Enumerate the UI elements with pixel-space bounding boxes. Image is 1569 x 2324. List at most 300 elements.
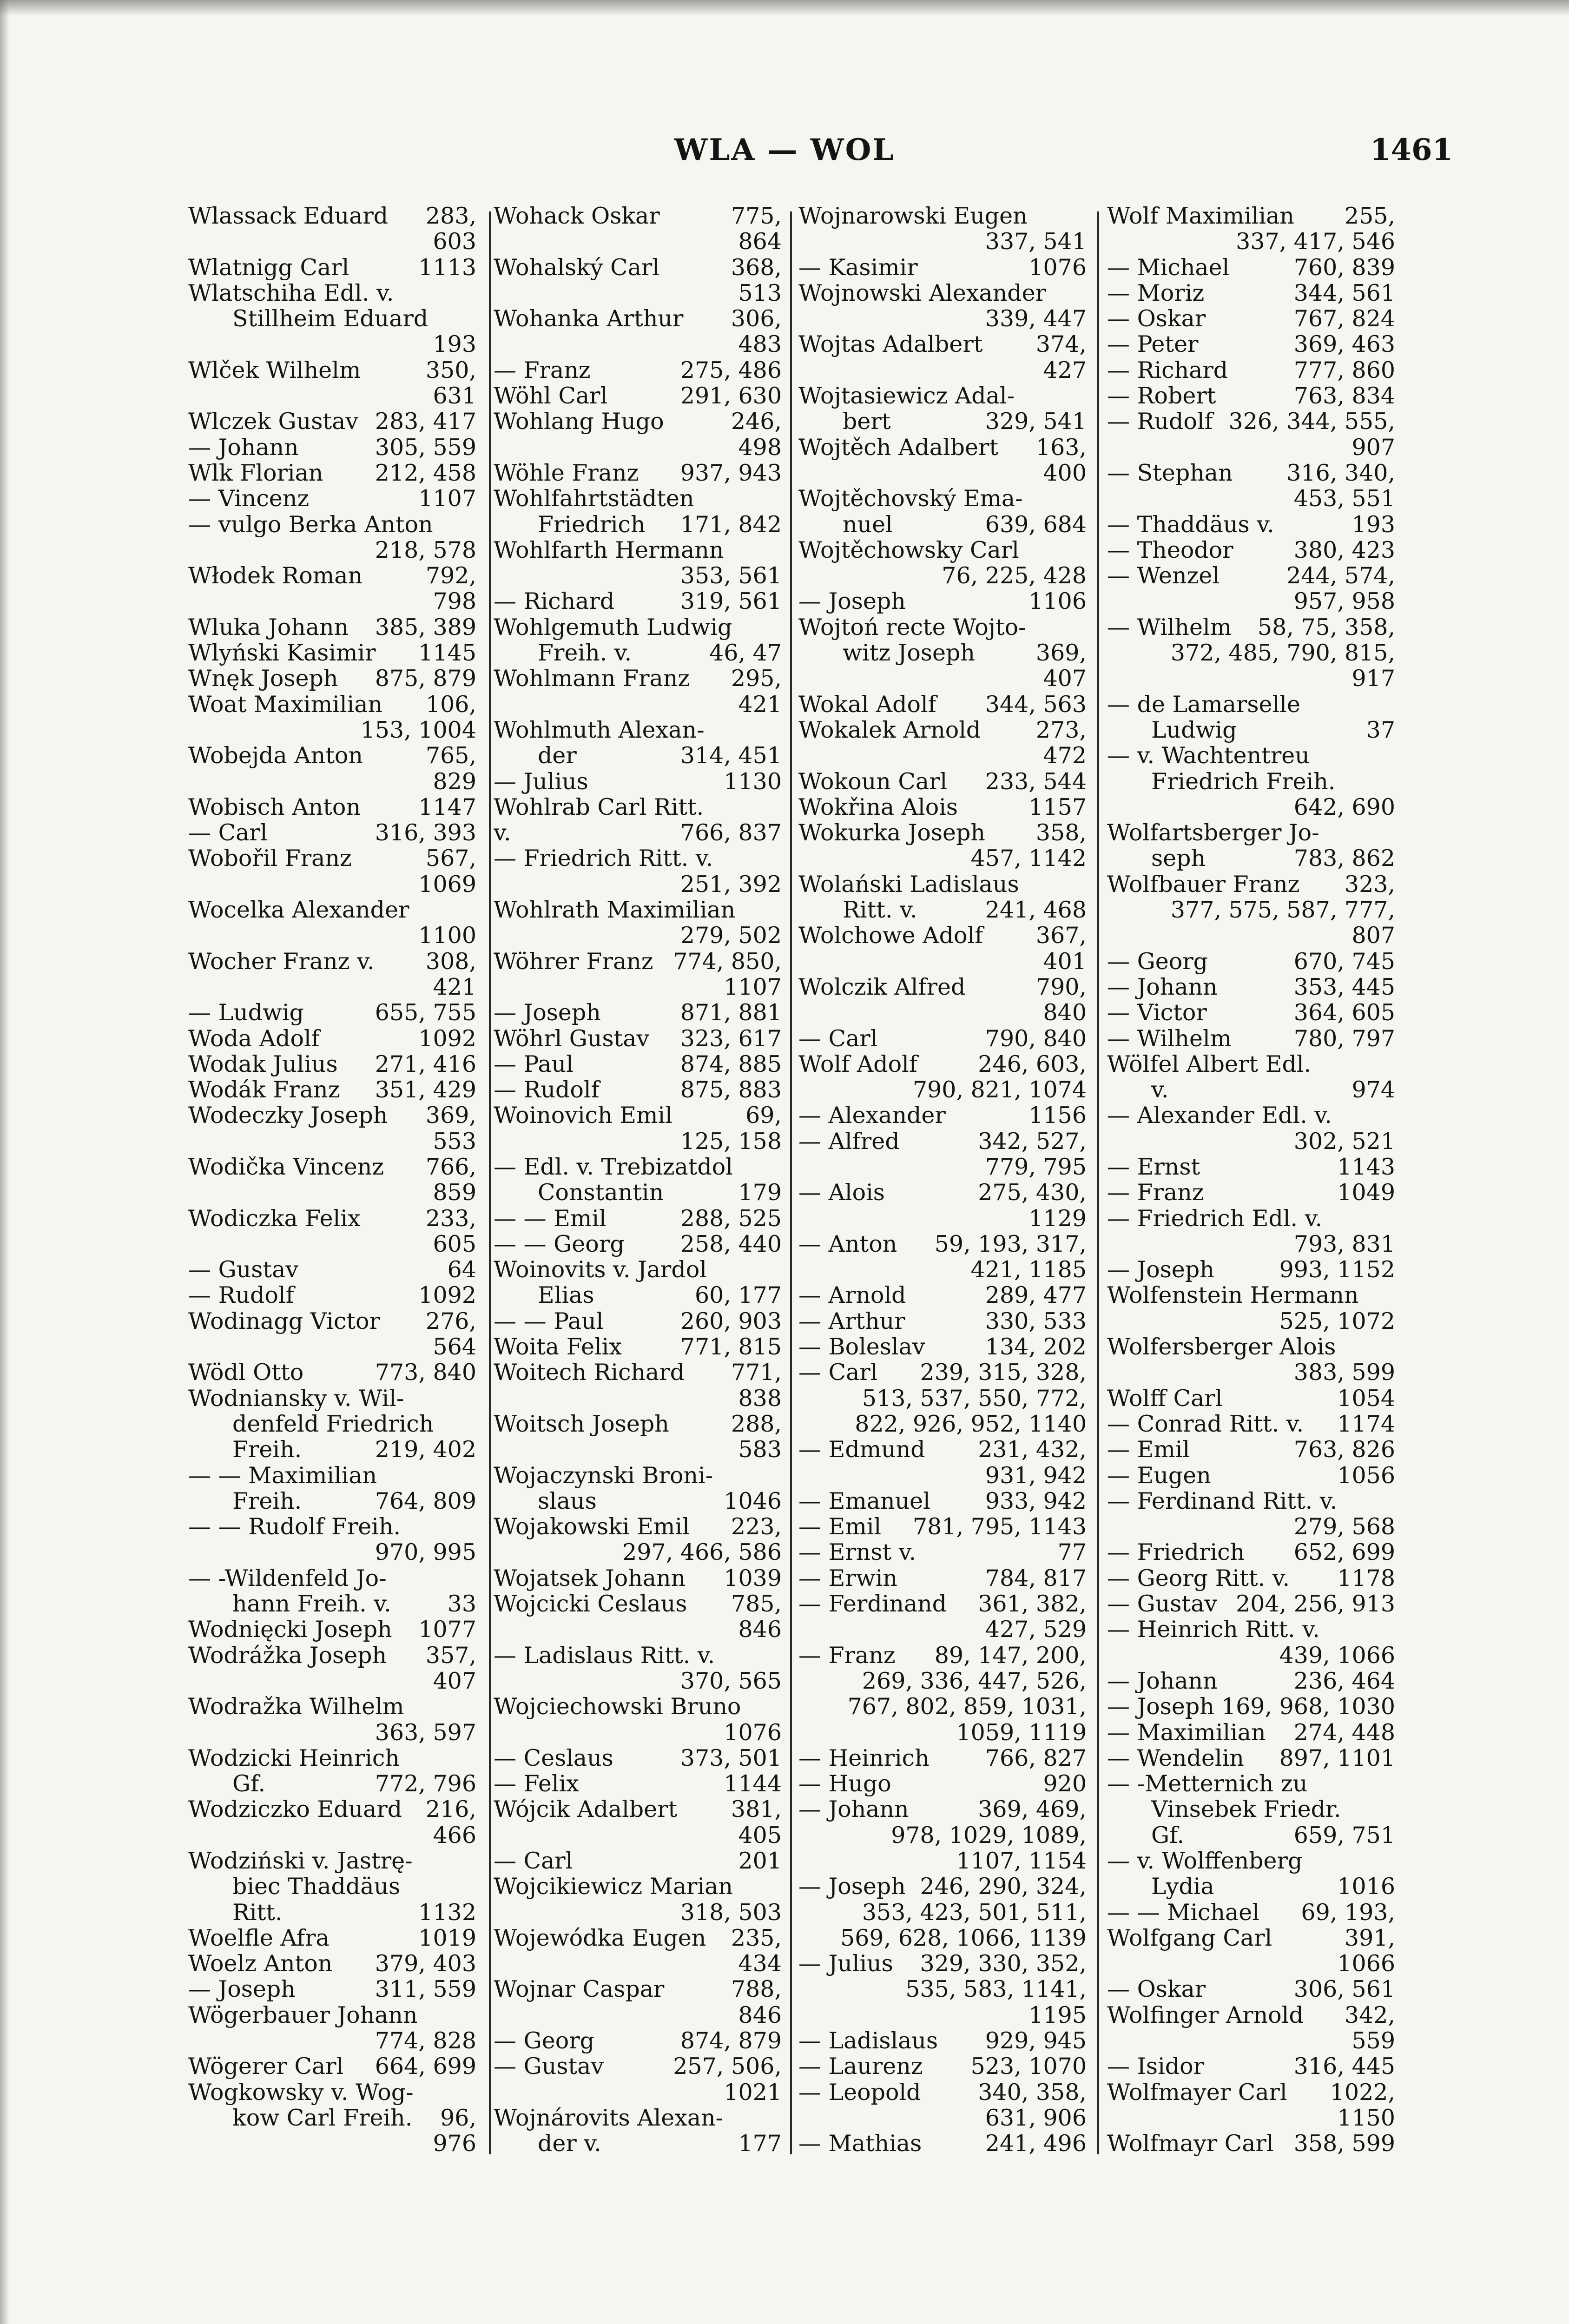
- entry-name: Wokřina Alois: [798, 794, 958, 820]
- page-refs: 372, 485, 790, 815,: [1170, 640, 1395, 666]
- entry-name: Woelfle Afra: [188, 1925, 330, 1951]
- entry-name: — Johann: [798, 1796, 909, 1822]
- entry-name: — -Metternich zu: [1107, 1771, 1308, 1797]
- entry-name: — Georg: [494, 2028, 595, 2054]
- entry-name: Wohlrab Carl Ritt.: [494, 794, 704, 820]
- index-line: [188, 203, 476, 229]
- entry-name: — Friedrich: [1107, 1539, 1245, 1565]
- page-refs: 179: [738, 1180, 782, 1206]
- entry-name: Wodziński v. Jastrę-: [188, 1848, 413, 1874]
- entry-name: — — Paul: [494, 1308, 604, 1334]
- entry-name: — Friedrich Edl. v.: [1107, 1205, 1323, 1231]
- page-refs: 642, 690: [1293, 794, 1395, 820]
- entry-name: Wöhrer Franz: [494, 948, 653, 974]
- entry-name: biec Thaddäus: [232, 1874, 401, 1900]
- index-line: [1107, 486, 1395, 511]
- index-line: [798, 872, 1087, 897]
- entry-name: Wlk Florian: [188, 460, 323, 486]
- index-line: [1107, 1180, 1395, 1205]
- page-refs: 1039: [724, 1565, 782, 1591]
- index-line: [1107, 1000, 1395, 1025]
- page-refs: 316, 445: [1293, 2053, 1395, 2080]
- index-column-3: [798, 203, 1087, 2157]
- index-line: [798, 666, 1087, 691]
- page-refs: 840: [1043, 1000, 1087, 1026]
- index-line: [188, 692, 476, 717]
- entry-name: — Emil: [1107, 1437, 1190, 1463]
- page-refs: 204, 256, 913: [1236, 1591, 1395, 1617]
- entry-name: seph: [1151, 845, 1206, 872]
- entry-name: — Joseph: [1107, 1257, 1214, 1283]
- entry-name: — vulgo Berka Anton: [188, 511, 433, 537]
- index-line: [1107, 1822, 1395, 1848]
- index-line: [494, 588, 782, 614]
- index-line: [798, 460, 1087, 486]
- page-refs: 772, 796: [375, 1771, 476, 1797]
- entry-name: Wodrážka Joseph: [188, 1642, 387, 1668]
- page-refs: 1019: [418, 1925, 476, 1951]
- index-line: [1107, 255, 1395, 280]
- page-refs: 1129: [1028, 1205, 1087, 1231]
- entry-name: Wohalský Carl: [494, 254, 659, 280]
- index-line: [188, 974, 476, 1000]
- index-line: [1107, 1360, 1395, 1385]
- entry-name: v.: [1151, 1077, 1169, 1103]
- page-refs: 917: [1351, 666, 1395, 692]
- entry-name: Wlyński Kasimir: [188, 640, 376, 666]
- page-refs: 559: [1351, 2028, 1395, 2054]
- entry-name: — Thaddäus v.: [1107, 511, 1274, 537]
- index-line: [798, 1771, 1087, 1796]
- index-line: [798, 1925, 1087, 1951]
- index-line: [494, 1874, 782, 1899]
- entry-name: Wodak Julius: [188, 1051, 338, 1077]
- index-line: [494, 1206, 782, 1231]
- entry-name: — Wenzel: [1107, 563, 1220, 589]
- entry-name: Wojnowski Alexander: [798, 280, 1047, 306]
- page-refs: 233, 544: [985, 768, 1087, 794]
- entry-name: Wöhrl Gustav: [494, 1025, 650, 1051]
- page-refs: 783, 862: [1293, 845, 1395, 872]
- page-refs: 391,: [1344, 1925, 1395, 1951]
- page-refs: 361, 382,: [978, 1591, 1087, 1617]
- index-line: [1107, 1848, 1395, 1874]
- page-refs: 401: [1043, 948, 1087, 974]
- page-refs: 246, 603,: [978, 1051, 1087, 1077]
- page-refs: 357,: [425, 1642, 476, 1668]
- page-refs: 1130: [724, 768, 782, 794]
- page-refs: 308,: [425, 948, 476, 974]
- page-refs: 790,: [1035, 974, 1087, 1000]
- page-header: [0, 125, 1569, 176]
- index-line: [798, 383, 1087, 409]
- entry-name: — v. Wolffenberg: [1107, 1848, 1303, 1874]
- page-refs: 363, 597: [375, 1719, 476, 1745]
- entry-name: Gf.: [1151, 1822, 1185, 1848]
- entry-name: Wlatnigg Carl: [188, 254, 349, 280]
- index-line: [188, 820, 476, 845]
- index-line: [494, 1308, 782, 1334]
- page-refs: 134, 202: [985, 1334, 1087, 1360]
- entry-name: — Richard: [494, 588, 615, 614]
- page-refs: 288,: [731, 1411, 782, 1437]
- entry-name: kow Carl Freih.: [232, 2105, 413, 2131]
- index-line: [1107, 1951, 1395, 1976]
- index-line: [1107, 537, 1395, 563]
- page-refs: 379, 403: [375, 1951, 476, 1977]
- page-refs: 1144: [724, 1771, 782, 1797]
- index-line: [188, 2131, 476, 2156]
- index-line: [1107, 1282, 1395, 1308]
- page-refs: 603: [433, 229, 476, 255]
- page-refs: 377, 575, 587, 777,: [1170, 897, 1395, 923]
- page-refs: 779, 795: [985, 1154, 1087, 1180]
- page-refs: 790, 840: [985, 1025, 1087, 1051]
- page-refs: 670, 745: [1293, 948, 1395, 974]
- index-line: [188, 743, 476, 768]
- page-refs: 871, 881: [680, 1000, 782, 1026]
- entry-name: Wohlang Hugo: [494, 409, 664, 435]
- index-line: [798, 1617, 1087, 1642]
- entry-name: Wlczek Gustav: [188, 409, 358, 435]
- page-refs: 1076: [724, 1719, 782, 1745]
- index-line: [188, 1617, 476, 1642]
- entry-name: — Erwin: [798, 1565, 897, 1591]
- index-line: [188, 1565, 476, 1591]
- entry-name: — Stephan: [1107, 460, 1233, 486]
- page-refs: 369, 463: [1293, 331, 1395, 357]
- index-line: [188, 1463, 476, 1488]
- scan-edge-top: [0, 0, 1569, 16]
- index-line: [798, 280, 1087, 306]
- index-line: [188, 229, 476, 254]
- index-line: [1107, 1643, 1395, 1668]
- page-refs: 1157: [1028, 794, 1087, 820]
- entry-name: Stillheim Eduard: [232, 306, 429, 332]
- index-line: [1107, 1077, 1395, 1103]
- index-line: [1107, 331, 1395, 357]
- index-line: [798, 923, 1087, 948]
- entry-name: — Victor: [1107, 1000, 1207, 1026]
- entry-name: — Joseph: [494, 1000, 601, 1026]
- index-line: [798, 692, 1087, 717]
- page-refs: 439, 1066: [1279, 1642, 1395, 1668]
- page-refs: 907: [1351, 434, 1395, 460]
- entry-name: — Alfred: [798, 1128, 900, 1154]
- index-line: [494, 1334, 782, 1360]
- index-line: [1107, 1386, 1395, 1411]
- index-line: [188, 949, 476, 974]
- entry-name: Wocelka Alexander: [188, 897, 409, 923]
- page-refs: 37: [1366, 717, 1395, 743]
- page-refs: 639, 684: [985, 511, 1087, 537]
- page-refs: 353, 423, 501, 511,: [862, 1899, 1087, 1925]
- index-line: [188, 1694, 476, 1719]
- index-line: [1107, 460, 1395, 486]
- entry-name: — Felix: [494, 1771, 579, 1797]
- entry-name: — Ladislaus: [798, 2028, 938, 2054]
- entry-name: Wojcikiewicz Marian: [494, 1874, 733, 1900]
- entry-name: Woita Felix: [494, 1334, 622, 1360]
- page-refs: 400: [1043, 460, 1087, 486]
- page-refs: 260, 903: [680, 1308, 782, 1334]
- index-line: [188, 2002, 476, 2028]
- index-line: [798, 1822, 1087, 1848]
- entry-name: Lydia: [1151, 1874, 1214, 1900]
- index-line: [494, 743, 782, 768]
- index-line: [188, 1103, 476, 1128]
- index-line: [798, 2105, 1087, 2131]
- page-refs: 874, 879: [680, 2028, 782, 2054]
- index-line: [494, 1745, 782, 1771]
- page-refs: 1100: [418, 923, 476, 949]
- index-column-1: [188, 203, 476, 2157]
- index-line: [188, 1976, 476, 2002]
- index-line: [494, 897, 782, 923]
- index-line: [1107, 357, 1395, 383]
- entry-name: — Vincenz: [188, 486, 310, 512]
- index-line: [798, 357, 1087, 383]
- page-refs: 798: [433, 588, 476, 614]
- index-line: [494, 306, 782, 331]
- entry-name: Wöhl Carl: [494, 383, 608, 409]
- index-line: [188, 1643, 476, 1668]
- entry-name: Wögerbauer Johann: [188, 2002, 418, 2028]
- page-refs: 513: [738, 280, 782, 306]
- page-refs: 60, 177: [694, 1282, 782, 1308]
- page-refs: 775,: [731, 203, 782, 229]
- page-refs: 291, 630: [680, 383, 782, 409]
- entry-name: — Oskar: [1107, 306, 1206, 332]
- page-refs: 163,: [1035, 434, 1087, 460]
- page-refs: 777, 860: [1293, 357, 1395, 383]
- column-divider: [790, 211, 792, 2154]
- index-line: [798, 588, 1087, 614]
- index-line: [1107, 2105, 1395, 2131]
- index-line: [1107, 974, 1395, 1000]
- index-line: [1107, 1334, 1395, 1360]
- page-refs: 1077: [418, 1617, 476, 1643]
- entry-name: Wolff Carl: [1107, 1385, 1223, 1411]
- page-refs: 472: [1043, 743, 1087, 769]
- page-refs: 780, 797: [1293, 1025, 1395, 1051]
- entry-name: Woelz Anton: [188, 1951, 333, 1977]
- entry-name: — v. Wachtentreu: [1107, 743, 1310, 769]
- entry-name: — Joseph: [188, 1976, 296, 2002]
- page-refs: 77: [1057, 1539, 1087, 1565]
- page-refs: 659, 751: [1293, 1822, 1395, 1848]
- page-refs: 351, 429: [375, 1077, 476, 1103]
- index-line: [188, 845, 476, 871]
- page-refs: 1059, 1119: [956, 1719, 1087, 1745]
- entry-name: — Julius: [798, 1951, 893, 1977]
- page-refs: 353, 561: [680, 563, 782, 589]
- index-line: [798, 1720, 1087, 1745]
- entry-name: Wlatschiha Edl. v.: [188, 280, 394, 306]
- index-line: [494, 666, 782, 691]
- entry-name: — Kasimir: [798, 254, 918, 280]
- entry-name: Wöhle Franz: [494, 460, 639, 486]
- page-refs: 407: [1043, 666, 1087, 692]
- page-refs: 276,: [425, 1308, 476, 1334]
- page-refs: 655, 755: [375, 1000, 476, 1026]
- entry-name: Wokal Adolf: [798, 691, 936, 717]
- entry-name: — Mathias: [798, 2131, 922, 2157]
- index-line: [494, 692, 782, 717]
- page-refs: 569, 628, 1066, 1139: [840, 1925, 1087, 1951]
- index-line: [494, 1796, 782, 1822]
- index-line: [1107, 280, 1395, 306]
- index-line: [1107, 640, 1395, 666]
- page-refs: 427: [1043, 357, 1087, 383]
- page-refs: 269, 336, 447, 526,: [862, 1668, 1087, 1694]
- index-line: [1107, 1103, 1395, 1128]
- index-line: [188, 1026, 476, 1051]
- entry-name: — Gustav: [1107, 1591, 1218, 1617]
- page-refs: 822, 926, 952, 1140: [855, 1411, 1087, 1437]
- entry-name: Wlček Wilhelm: [188, 357, 361, 383]
- index-line: [494, 794, 782, 820]
- entry-name: Wolfartsberger Jo-: [1107, 820, 1319, 846]
- entry-name: — Heinrich: [798, 1745, 930, 1771]
- index-line: [798, 717, 1087, 743]
- page-refs: 790, 821, 1074: [912, 1077, 1087, 1103]
- index-line: [494, 1077, 782, 1103]
- entry-name: — Edmund: [798, 1437, 925, 1463]
- page-refs: 236, 464: [1293, 1668, 1395, 1694]
- index-line: [798, 1514, 1087, 1539]
- page-refs: 244, 574,: [1286, 563, 1395, 589]
- scan-edge-left: [0, 0, 9, 2324]
- page-refs: 273,: [1035, 717, 1087, 743]
- page-refs: 1107: [418, 486, 476, 512]
- entry-name: Wodzicki Heinrich: [188, 1745, 400, 1771]
- page-refs: 314, 451: [680, 743, 782, 769]
- index-line: [798, 2053, 1087, 2079]
- page-refs: 193: [433, 331, 476, 357]
- entry-name: Wölfel Albert Edl.: [1107, 1051, 1312, 1077]
- entry-name: — Paul: [494, 1051, 574, 1077]
- page-refs: 931, 942: [985, 1462, 1087, 1488]
- index-line: [798, 435, 1087, 460]
- entry-name: — Ernst: [1107, 1154, 1200, 1180]
- index-line: [798, 974, 1087, 1000]
- page-refs: 1046: [724, 1488, 782, 1514]
- index-line: [188, 1900, 476, 1925]
- index-line: [188, 1282, 476, 1308]
- page-refs: 295,: [731, 666, 782, 692]
- index-line: [188, 383, 476, 409]
- entry-name: Woitech Richard: [494, 1360, 685, 1386]
- entry-name: Wolfinger Arnold: [1107, 2002, 1304, 2028]
- index-line: [494, 1026, 782, 1051]
- page-refs: 369,: [425, 1103, 476, 1129]
- index-line: [494, 383, 782, 409]
- index-line: [188, 1308, 476, 1334]
- index-line: [188, 666, 476, 691]
- page-refs: 329, 330, 352,: [920, 1951, 1087, 1977]
- index-line: [798, 2080, 1087, 2105]
- entry-name: Woat Maximilian: [188, 691, 382, 717]
- index-line: [798, 512, 1087, 537]
- index-line: [798, 1206, 1087, 1231]
- page-refs: 233,: [425, 1205, 476, 1231]
- entry-name: Wohlmuth Alexan-: [494, 717, 705, 743]
- index-line: [188, 872, 476, 897]
- entry-name: Wodnięcki Joseph: [188, 1617, 392, 1643]
- entry-name: Wolfgang Carl: [1107, 1925, 1272, 1951]
- index-line: [1107, 383, 1395, 409]
- index-line: [798, 1386, 1087, 1411]
- entry-name: — Carl: [798, 1360, 878, 1386]
- page-refs: 864: [738, 229, 782, 255]
- page-refs: 311, 559: [375, 1976, 476, 2002]
- index-line: [188, 1231, 476, 1257]
- page-refs: 631, 906: [985, 2105, 1087, 2131]
- page-refs: 1113: [418, 254, 476, 280]
- page-refs: 793, 831: [1293, 1231, 1395, 1257]
- index-line: [188, 614, 476, 640]
- entry-name: Wojtas Adalbert: [798, 331, 983, 357]
- entry-name: Wnęk Joseph: [188, 666, 338, 692]
- page-refs: 305, 559: [375, 434, 476, 460]
- page-refs: 364, 605: [1293, 1000, 1395, 1026]
- index-line: [188, 512, 476, 537]
- index-line: [798, 1565, 1087, 1591]
- index-line: [1107, 1900, 1395, 1925]
- index-line: [1107, 512, 1395, 537]
- page-refs: 764, 809: [375, 1488, 476, 1514]
- index-line: [188, 1411, 476, 1437]
- index-line: [1107, 588, 1395, 614]
- page-refs: 169, 968, 1030: [1221, 1694, 1395, 1720]
- entry-name: — Isidor: [1107, 2053, 1205, 2080]
- page-refs: 274, 448: [1293, 1719, 1395, 1745]
- index-line: [798, 897, 1087, 923]
- entry-name: — — Maximilian: [188, 1462, 377, 1488]
- index-line: [188, 1720, 476, 1745]
- entry-name: Wojnar Caspar: [494, 1976, 665, 2002]
- page-refs: 1056: [1337, 1462, 1395, 1488]
- entry-name: Freih. v.: [538, 640, 632, 666]
- index-line: [798, 1643, 1087, 1668]
- page-refs: 255,: [1344, 203, 1395, 229]
- index-line: [188, 1488, 476, 1514]
- page-refs: 1156: [1028, 1103, 1087, 1129]
- index-line: [1107, 435, 1395, 460]
- page-refs: 933, 942: [985, 1488, 1087, 1514]
- entry-name: — Alois: [798, 1180, 885, 1206]
- index-line: [494, 2053, 782, 2079]
- index-line: [188, 640, 476, 666]
- index-line: [1107, 409, 1395, 434]
- page-refs: 970, 995: [375, 1539, 476, 1565]
- index-line: [1107, 1437, 1395, 1462]
- index-line: [494, 1822, 782, 1848]
- entry-name: witz Joseph: [843, 640, 975, 666]
- index-line: [188, 1129, 476, 1154]
- index-line: [1107, 306, 1395, 331]
- page-refs: 96,: [440, 2105, 476, 2131]
- index-line: [494, 2131, 782, 2156]
- entry-name: — Rudolf: [1107, 409, 1213, 435]
- page-refs: 340, 358,: [978, 2079, 1087, 2105]
- index-line: [1107, 743, 1395, 768]
- entry-name: Friedrich: [538, 511, 646, 537]
- page-refs: 1016: [1337, 1874, 1395, 1900]
- entry-name: nuel: [843, 511, 893, 537]
- page-refs: 875, 883: [680, 1077, 782, 1103]
